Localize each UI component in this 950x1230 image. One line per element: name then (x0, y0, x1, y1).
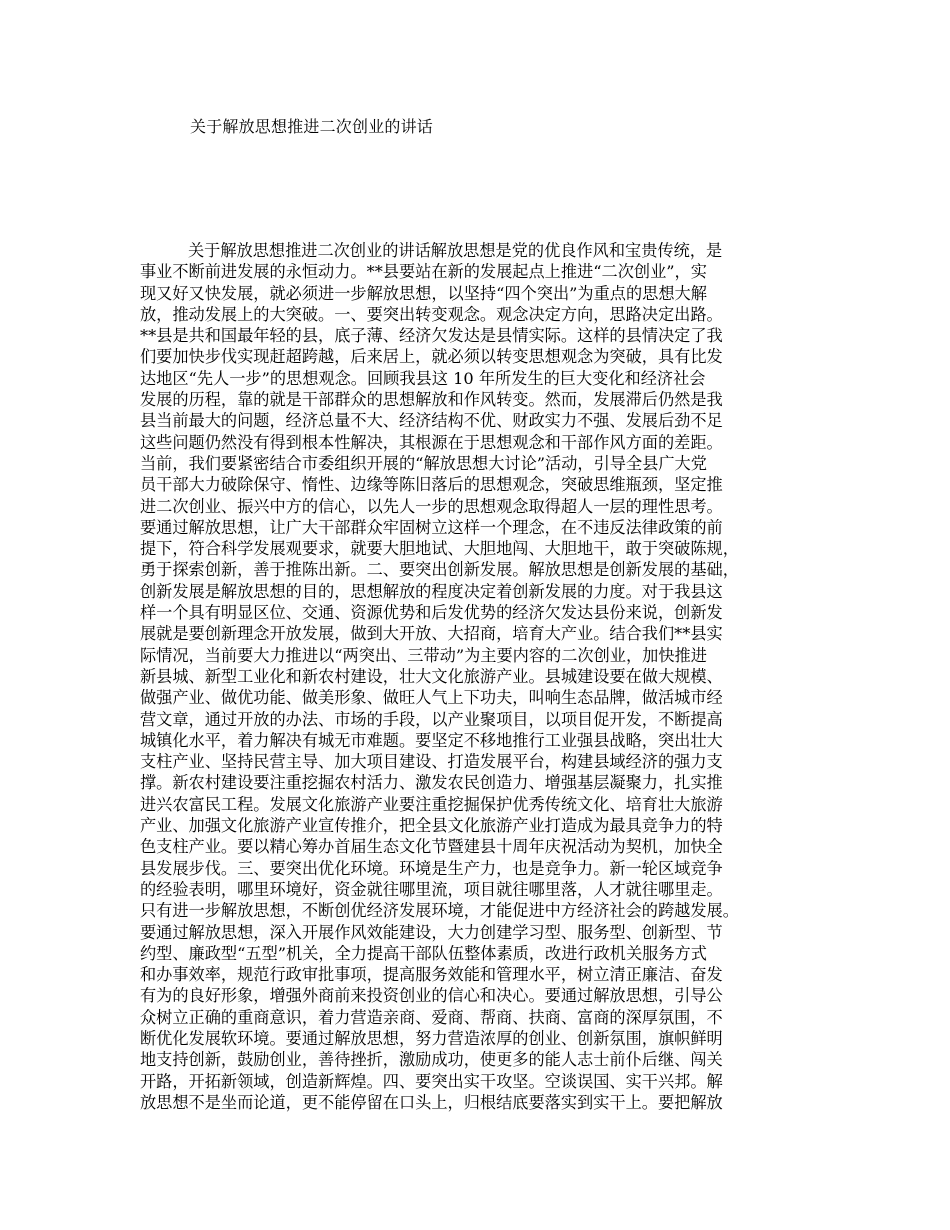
body-line: 开路，开拓新领域，创造新辉煌。四、要突出实干攻坚。空谈误国、实干兴邦。解 (140, 1071, 723, 1091)
body-line: 新县城、新型工业化和新农村建设，壮大文化旅游产业。县城建设要在做大规模、 (140, 666, 723, 686)
body-line: 县发展步伐。三、要突出优化环境。环境是生产力，也是竞争力。新一轮区域竞争 (140, 858, 723, 878)
body-line: 事业不断前进发展的永恒动力。**县要站在新的发展起点上推进“二次创业”，实 (140, 262, 707, 282)
body-line: 达地区“先人一步”的思想观念。回顾我县这 10 年所发生的巨大变化和经济社会 (140, 368, 706, 388)
body-line: 放思想不是坐而论道，更不能停留在口头上，归根结底要落实到实干上。要把解放 (140, 1092, 723, 1112)
body-line: 城镇化水平，着力解决有城无市难题。要坚定不移地推行工业强县战略，突出壮大 (140, 730, 723, 750)
body-line: 撑。新农村建设要注重挖掘农村活力、激发农民创造力、增强基层凝聚力，扎实推 (140, 773, 723, 793)
body-line: 进二次创业、振兴中方的信心，以先人一步的思想观念取得超人一层的理性思考。 (140, 496, 723, 516)
body-line: 县当前最大的问题，经济总量不大、经济结构不优、财政实力不强、发展后劲不足 (140, 411, 723, 431)
document-title: 关于解放思想推进二次创业的讲话 (190, 117, 434, 136)
body-line: 的经验表明，哪里环境好，资金就往哪里流，项目就往哪里落，人才就往哪里走。 (140, 879, 723, 899)
body-line: 们要加快步伐实现赶超跨越，后来居上，就必须以转变思想观念为突破，具有比发 (140, 347, 723, 367)
body-line: 要通过解放思想，让广大干部群众牢固树立这样一个理念，在不违反法律政策的前 (140, 517, 723, 537)
body-line: 关于解放思想推进二次创业的讲话解放思想是党的优良作风和宝贵传统，是 (188, 241, 723, 260)
body-line: 现又好又快发展，就必须进一步解放思想，以坚持“四个突出”为重点的思想大解 (140, 283, 707, 303)
document-body (140, 240, 830, 1113)
body-line: 勇于探索创新，善于推陈出新。二、要突出创新发展。解放思想是创新发展的基础， (140, 560, 739, 580)
body-line: 营文章，通过开放的办法、市场的手段，以产业聚项目，以项目促开发，不断提高 (140, 709, 723, 729)
body-line: 支柱产业、坚持民营主导、加大项目建设、打造发展平台，构建县域经济的强力支 (140, 752, 723, 772)
body-line: 际情况，当前要大力推进以“两突出、三带动”为主要内容的二次创业，加快推进 (140, 645, 707, 665)
body-line: 做强产业、做优功能、做美形象、做旺人气上下功夫，叫响生态品牌，做活城市经 (140, 688, 723, 708)
body-line: 创新发展是解放思想的目的，思想解放的程度决定着创新发展的力度。对于我县这 (140, 581, 723, 601)
body-line: **县是共和国最年轻的县，底子薄、经济欠发达是县情实际。这样的县情决定了我 (140, 326, 723, 346)
body-line: 只有进一步解放思想，不断创优经济发展环境，才能促进中方经济社会的跨越发展。 (140, 901, 739, 921)
body-line: 有为的良好形象，增强外商前来投资创业的信心和决心。要通过解放思想，引导公 (140, 986, 723, 1006)
body-line: 员干部大力破除保守、惰性、边缘等陈旧落后的思想观念，突破思维瓶颈，坚定推 (140, 475, 723, 495)
body-line: 断优化发展软环境。要通过解放思想，努力营造浓厚的创业、创新氛围，旗帜鲜明 (140, 1028, 723, 1048)
body-line: 要通过解放思想，深入开展作风效能建设，大力创建学习型、服务型、创新型、节 (140, 922, 723, 942)
body-line: 当前，我们要紧密结合市委组织开展的“解放思想大讨论”活动，引导全县广大党 (140, 453, 707, 473)
body-line: 进兴农富民工程。发展文化旅游产业要注重挖掘保护优秀传统文化、培育壮大旅游 (140, 794, 723, 814)
body-line: 这些问题仍然没有得到根本性解决，其根源在于思想观念和干部作风方面的差距。 (140, 432, 723, 452)
body-line: 地支持创新，鼓励创业，善待挫折，激励成功，使更多的能人志士前仆后继、闯关 (140, 1050, 723, 1070)
body-line: 众树立正确的重商意识，着力营造亲商、爱商、帮商、扶商、富商的深厚氛围，不 (140, 1007, 723, 1027)
body-line: 约型、廉政型“五型”机关，全力提高干部队伍整体素质，改进行政机关服务方式 (140, 943, 707, 963)
body-line: 样一个具有明显区位、交通、资源优势和后发优势的经济欠发达县份来说，创新发 (140, 603, 723, 623)
body-line: 展就是要创新理念开放发展，做到大开放、大招商，培育大产业。结合我们**县实 (140, 624, 723, 644)
body-line: 和办事效率，规范行政审批事项，提高服务效能和管理水平，树立清正廉洁、奋发 (140, 965, 723, 985)
body-line: 发展的历程，靠的就是干部群众的思想解放和作风转变。然而，发展滞后仍然是我 (140, 390, 723, 410)
body-line: 放，推动发展上的大突破。一、要突出转变观念。观念决定方向，思路决定出路。 (140, 304, 723, 324)
body-line: 产业、加强文化旅游产业宣传推介，把全县文化旅游产业打造成为最具竞争力的特 (140, 816, 723, 836)
body-line: 提下，符合科学发展观要求，就要大胆地试、大胆地闯、大胆地干，敢于突破陈规， (140, 539, 739, 559)
body-line: 色支柱产业。要以精心筹办首届生态文化节暨建县十周年庆祝活动为契机，加快全 (140, 837, 723, 857)
